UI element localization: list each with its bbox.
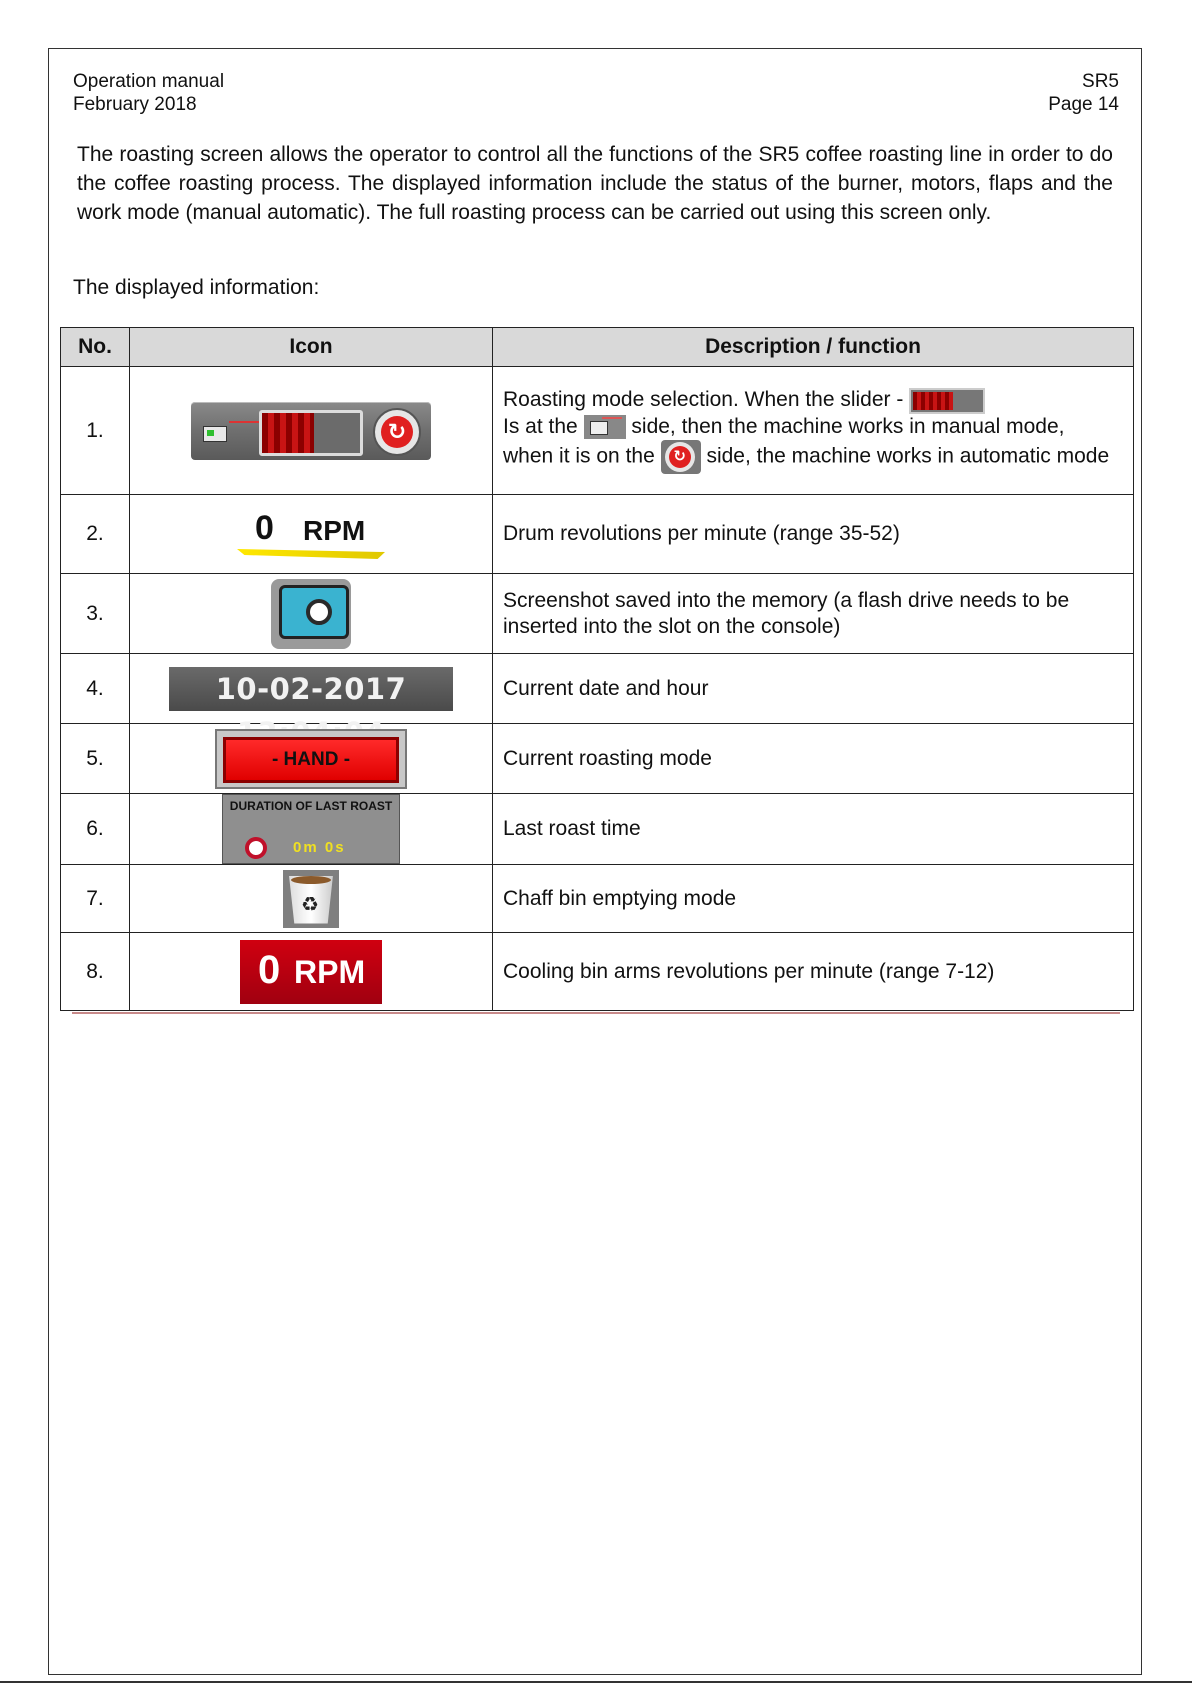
table-row — [61, 794, 1134, 865]
manual-mode-icon — [584, 415, 626, 439]
row-number: 1. — [61, 367, 130, 495]
cooling-rpm-display — [240, 940, 382, 1004]
drum-rpm-value: 0 — [255, 509, 274, 547]
intro-paragraph: The roasting screen allows the operator to control all the functions of the SR5 coffee roasting line in order to do the coffee roasting process. The displayed information include the status of the burner, motors, flaps and the work mode (manual automatic). The full roasting process can be carried out using this screen only. — [77, 143, 1113, 224]
icon-cell — [130, 367, 493, 495]
drum-rpm-unit: RPM — [303, 515, 366, 546]
doc-model: SR5 — [1082, 71, 1119, 92]
icon-cell — [130, 724, 493, 794]
doc-title: Operation manual — [73, 71, 225, 92]
table-row — [61, 654, 1134, 724]
roast-duration-display — [222, 794, 400, 864]
icon-cell — [130, 654, 493, 724]
row-description: Screenshot saved into the memory (a flash drive needs to be inserted into the slot on the console) — [493, 574, 1134, 654]
drum-rpm-display — [237, 507, 385, 561]
col-desc-header: Description / function — [493, 328, 1134, 367]
page-number: Page 14 — [1048, 94, 1119, 115]
desc-text: side, the machine works in automatic mode — [706, 444, 1110, 468]
header-right — [1048, 70, 1119, 116]
mode-slider-icon — [191, 402, 431, 460]
row-number: 7. — [61, 865, 130, 933]
row-number: 2. — [61, 495, 130, 574]
row-number: 3. — [61, 574, 130, 654]
row-description: Current roasting mode — [493, 724, 1134, 794]
icon-cell — [130, 865, 493, 933]
table-header-row — [61, 328, 1134, 367]
table-underline — [72, 1012, 1120, 1014]
row-number: 6. — [61, 794, 130, 865]
table-row — [61, 865, 1134, 933]
table-row — [61, 367, 1134, 495]
row-description — [493, 367, 1134, 495]
icon-cell — [130, 495, 493, 574]
icon-cell — [130, 574, 493, 654]
desc-text: Is at the — [503, 414, 578, 438]
header-left — [73, 70, 224, 116]
desc-text: side, then the machine works in manual mode, — [631, 414, 1065, 438]
cooling-rpm-unit: RPM — [294, 953, 366, 990]
col-no-header: No. — [61, 328, 130, 367]
roast-duration-title: DURATION OF LAST ROAST — [229, 799, 393, 813]
row-description: Drum revolutions per minute (range 35-52) — [493, 495, 1134, 574]
auto-mode-icon — [661, 440, 701, 474]
table-row — [61, 933, 1134, 1011]
cooling-rpm-value: 0 — [258, 947, 281, 992]
mode-indicator — [215, 729, 407, 789]
row-description: Last roast time — [493, 794, 1134, 865]
info-table — [60, 327, 1134, 1011]
row-number: 4. — [61, 654, 130, 724]
camera-icon — [271, 579, 351, 649]
roast-duration-value: 0m 0s — [293, 839, 346, 856]
desc-text: when it is on the — [503, 444, 655, 468]
datetime-display: 10-02-2017 — [169, 667, 453, 711]
table-row — [61, 574, 1134, 654]
table-row — [61, 724, 1134, 794]
row-description: Cooling bin arms revolutions per minute (range 7-12) — [493, 933, 1134, 1011]
doc-date: February 2018 — [73, 94, 197, 115]
page-bottom-rule — [0, 1681, 1192, 1683]
row-number: 8. — [61, 933, 130, 1011]
clock-icon — [245, 837, 267, 859]
row-number: 5. — [61, 724, 130, 794]
desc-text: Roasting mode selection. When the slider - — [503, 388, 904, 412]
slider-icon — [909, 388, 985, 414]
chaff-bin-icon: ♻ — [283, 870, 339, 928]
row-description: Current date and hour — [493, 654, 1134, 724]
table-row — [61, 495, 1134, 574]
icon-cell — [130, 933, 493, 1011]
icon-cell — [130, 794, 493, 865]
row-description: Chaff bin emptying mode — [493, 865, 1134, 933]
col-icon-header: Icon — [130, 328, 493, 367]
mode-indicator-label: - HAND - — [223, 737, 399, 783]
section-subhead: The displayed information: — [73, 276, 320, 299]
